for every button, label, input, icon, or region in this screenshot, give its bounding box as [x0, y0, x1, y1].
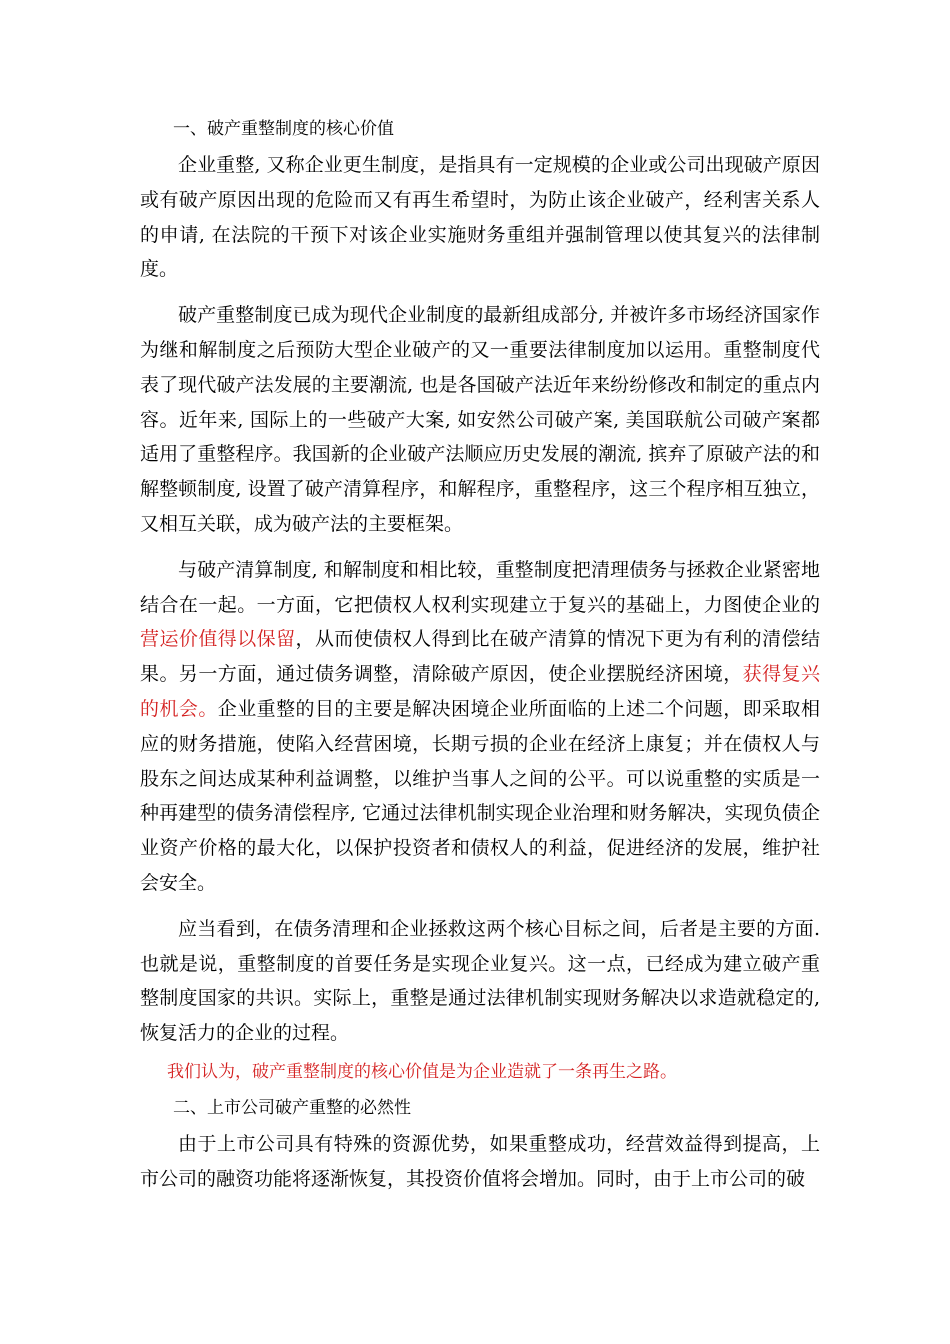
paragraph-reorganization-system: 破产重整制度已成为现代企业制度的最新组成部分, 并被许多市场经济国家作为继和解制度之后预防大型企业破产的又一重要法律制度加以运用。重整制度代表了现代破产法发展的主要潮流, 也是各国破产法近年来纷纷修改和制定的重点内容。近年来, 国际上的一些破产大案, 如安然公司破产案, 美国联航公司破产案都适用了重整程序。我国新的企业破产法顺应历史发展的潮流, 摈弃了原破产法的和解整顿制度, 设置了破产清算程序，和解程序，重整程序，这三个程序相互独立，又相互关联，成为破产法的主要框架。	[140, 304, 820, 535]
comparison-text-part1: 与破产清算制度, 和解制度和相比较，重整制度把清理债务与拯救企业紧密地结合在一起。一方面，它把债权人权利实现建立于复兴的基础上，力图使企业的	[140, 558, 820, 616]
comparison-text-part2: ，从而使债权人得到比在破产清算的情况下更为有利的清偿结果。另一方面，通过债务调整，清除破产原因，使企业摆脱经济困境，	[140, 628, 820, 686]
paragraph-core-goals: 应当看到，在债务清理和企业拯救这两个核心目标之间，后者是主要的方面. 也就是说，重整制度的首要任务是实现企业复兴。这一点，已经成为建立破产重整制度国家的共识。实际上，重整是通过法律机制实现财务解决以求造就稳定的, 恢复活力的企业的过程。	[140, 917, 820, 1045]
conclusion-statement: 我们认为，破产重整制度的核心价值是为企业造就了一条再生之路。	[167, 1061, 677, 1082]
highlight-revival-opportunity: 获得复兴的机会。	[140, 663, 820, 720]
paragraph-comparison	[140, 553, 820, 901]
section-heading-listed-companies: 二、上市公司破产重整的必然性	[173, 1097, 411, 1118]
paragraph-definition: 企业重整, 又称企业更生制度，是指具有一定规模的企业或公司出现破产原因或有破产原因出现的危险而又有再生希望时，为防止该企业破产，经利害关系人的申请, 在法院的干预下对该企业实施财务重组并强制管理以使其复兴的法律制度。	[140, 154, 820, 281]
paragraph-listed-company-advantages: 由于上市公司具有特殊的资源优势，如果重整成功，经营效益得到提高，上市公司的融资功能将逐渐恢复，其投资价值将会增加。同时，由于上市公司的破	[140, 1132, 820, 1190]
section-heading-core-value: 一、破产重整制度的核心价值	[173, 119, 394, 139]
document-body	[140, 116, 820, 1208]
highlight-operating-value: 营运价值得以保留	[140, 628, 296, 651]
comparison-text-part3: 企业重整的目的主要是解决困境企业所面临的上述二个问题，即采取相应的财务措施，使陷入经营困境，长期亏损的企业在经济上康复；并在债权人与股东之间达成某种利益调整，以维护当事人之间的公平。可以说重整的实质是一种再建型的债务清偿程序, 它通过法律机制实现企业治理和财务解决，实现负债企业资产价格的最大化，以保护投资者和债权人的利益，促进经济的发展，维护社会安全。	[140, 697, 820, 894]
